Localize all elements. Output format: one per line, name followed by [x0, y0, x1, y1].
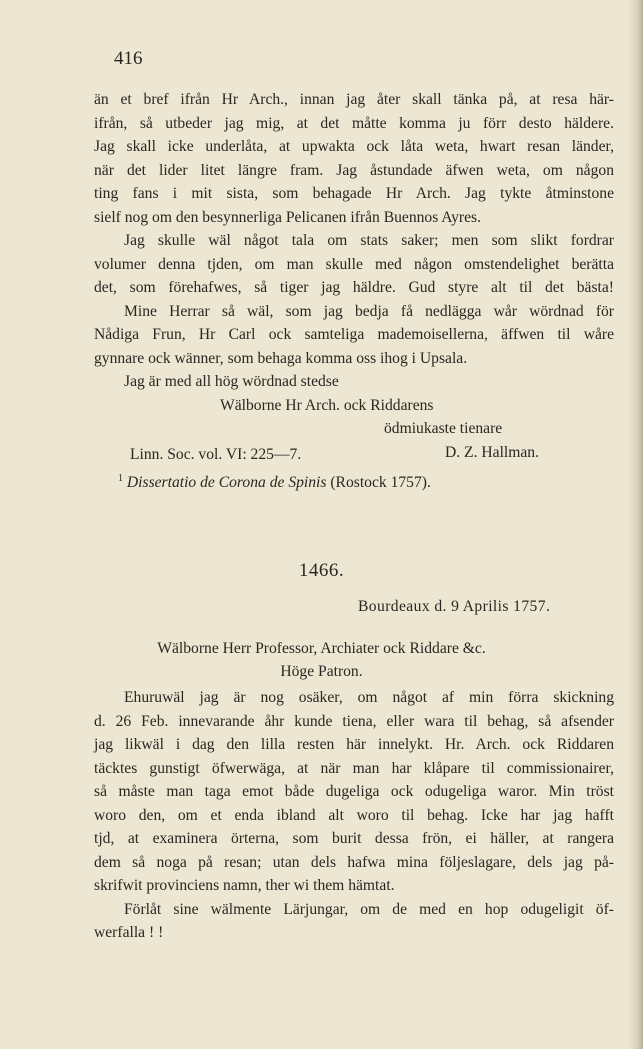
text-line: gynnare ock wänner, som behaga komma oss ihog i Upsala.: [94, 349, 468, 367]
text-line: d. 26 Feb. innevarande åhr kunde tiena, eller wara til behag, så afsender: [94, 712, 614, 730]
text-line: än et bref ifrån Hr Arch., innan jag åter skall tänka på, at resa här-: [94, 91, 614, 108]
salutation-line: Höge Patron.: [280, 663, 363, 680]
footnote-title: Dissertatio de Corona de Spinis: [126, 474, 327, 492]
closing-line: ödmiukaste tienare: [384, 420, 503, 437]
letter-body: [94, 686, 614, 945]
source-reference: Linn. Soc. vol. VI: 225—7.: [130, 446, 302, 463]
text-line: det, som förehafwes, så tiger jag häldre. Gud styre alt til det bästa!: [94, 279, 614, 296]
salutation-line: Wälborne Herr Professor, Archiater ock Riddare &c.: [157, 640, 486, 657]
footnote: [118, 473, 431, 492]
text-line: ifrån, så utbeder jag mig, at det måtte komma ju förr desto häldere.: [94, 114, 614, 132]
letter-continuation: [94, 88, 614, 464]
text-line: Mine Herrar så wäl, som jag bedja få nedlägga wår wördnad för: [124, 302, 614, 320]
closing-line: Wälborne Hr Arch. ock Riddarens: [220, 396, 434, 414]
text-line: skrifwit provinciens namn, ther wi them hämtat.: [94, 877, 395, 894]
letter-number: 1466.: [298, 560, 345, 581]
footnote-rest: (Rostock 1757).: [330, 474, 431, 492]
page-edge-shadow: [629, 0, 643, 1049]
text-line: dem så noga på resan; utan dels hafwa mina följeslagare, dels jag på-: [94, 853, 614, 871]
text-line: tjd, at examinera örterna, som burit dessa frön, ei häller, at rangera: [94, 830, 614, 847]
text-line: Jag skall icke underlåta, at upwakta ock låta weta, hwart resan länder,: [94, 138, 614, 155]
text-line: Ehuruwäl jag är nog osäker, om något af min förra skickning: [124, 689, 614, 706]
text-line: ting fans i mit sista, som behagade Hr Arch. Jag tykte åtminstone: [94, 185, 614, 202]
salutation: [0, 637, 643, 683]
text-line: Nådiga Frun, Hr Carl ock samteliga mademoisellerna, äffwen til wåre: [94, 326, 614, 343]
text-line: sielf nog om den besynnerliga Pelicanen ifrån Buennos Ayres.: [94, 208, 482, 226]
closing-line: Jag är med all hög wördnad stedse: [124, 373, 339, 390]
text-line: jag likwäl i dag den lilla resten här innelykt. Hr. Arch. ock Riddaren: [94, 736, 614, 753]
text-line: volumer denna tjden, om man skulle med någon omstendelighet berätta: [94, 255, 614, 273]
text-line: täcktes gunstigt öfwerwäga, at när man har klåpare til commissionairer,: [94, 759, 614, 777]
text-line: Förlåt sine wälmente Lärjungar, om de med en hop odugeligit öf-: [124, 900, 614, 918]
text-line: werfalla ! !: [94, 924, 164, 941]
footnote-marker: 1: [118, 473, 123, 484]
text-line: Jag skulle wäl något tala om stats saker; men som slikt fordrar: [124, 232, 614, 249]
dateline: Bourdeaux d. 9 Aprilis 1757.: [358, 598, 551, 615]
signature: D. Z. Hallman.: [445, 443, 539, 461]
text-line: så måste man taga emot både dugeliga ock odugeliga waror. Min tröst: [94, 783, 614, 800]
page-number: 416: [114, 48, 143, 69]
text-line: när det lider litet längre fram. Jag åstundade äfwen weta, om någon: [94, 161, 614, 179]
text-line: woro den, om et enda ibland alt woro til behag. Icke har jag hafft: [94, 806, 614, 824]
